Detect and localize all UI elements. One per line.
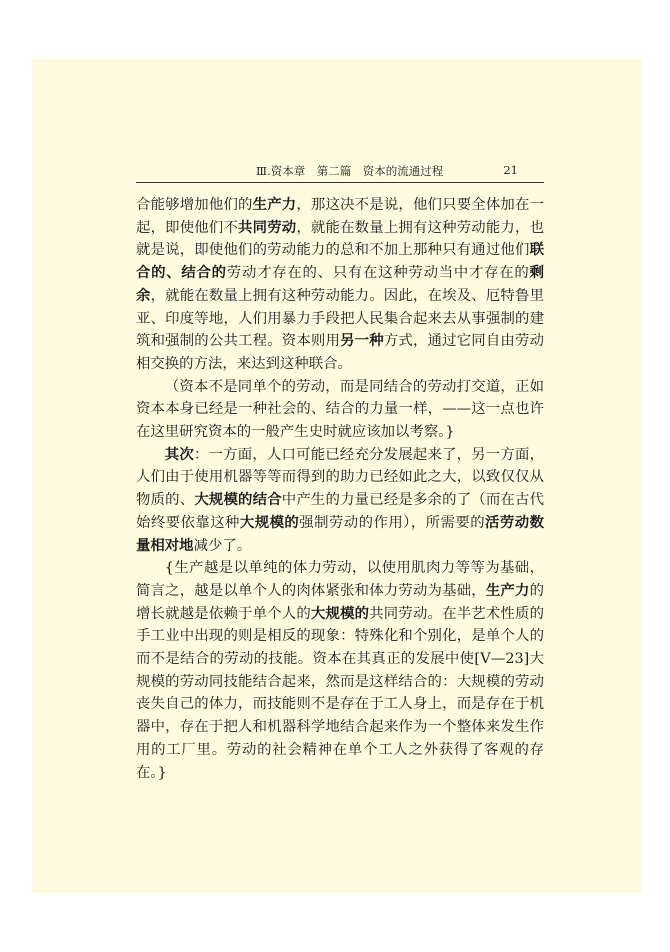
text-run: ，就能在数量上拥有这种劳动能力。因此，在埃及、厄特鲁里亚、印度等地，人们用暴力手段把人民集合起来去从事强制的建筑和强制的公共工程。资本则用	[136, 287, 544, 350]
emphasized-text: 活劳动数量相对地	[136, 513, 544, 554]
text-run: ：一方面，人口可能已经充分发展起来了，另一方面，人们由于使用机器等等而得到的助力已经如此之大，以致仅仅从物质的、	[136, 446, 544, 509]
text-run: ，就能在数量上拥有这种劳动能力，也就是说，即使他们的劳动能力的总和不加上那种只有通过他们	[136, 219, 544, 259]
emphasized-text: 剩余	[136, 264, 544, 304]
emphasized-text: 共同劳动	[238, 218, 297, 236]
text-run: （资本不是同单个的劳动，而是同结合的劳动打交道，正如资本本身已经是一种社会的、结合的力量一样，——这一点也许在这里研究资本的一般产生史时就应该加以考察。}	[136, 378, 544, 441]
text-run: ，那这决不是说，他们只要全体加在一起，即使他们不	[136, 197, 544, 236]
running-title: Ⅲ.资本章 第二篇 资本的流通过程	[256, 164, 444, 178]
text-run: 方式，通过它同自由劳动相交换的方法，来达到这种联合。	[136, 333, 544, 372]
paragraph	[136, 194, 544, 376]
paragraph	[136, 376, 544, 444]
emphasized-text: 联合的、结合的	[136, 241, 544, 282]
emphasized-text: 另一种	[340, 332, 384, 350]
paragraph	[136, 557, 544, 784]
emphasized-text: 生产力	[252, 196, 297, 213]
text-run: 减少了。	[193, 537, 252, 554]
text-run: 合能够增加他们的	[136, 197, 253, 213]
emphasized-text: 其次	[164, 445, 194, 463]
text-run: 强制劳动的作用），所需要的	[299, 514, 486, 531]
text-run: 的增长就越是依赖于单个人的	[136, 582, 544, 622]
page-number: 21	[503, 163, 518, 177]
text-run: 劳动才存在的、只有在这种劳动当中才存在的	[226, 265, 530, 282]
paragraph	[136, 444, 544, 558]
emphasized-text: 大规模的	[310, 604, 370, 622]
text-run: {生产越是以单纯的体力劳动，以使用肌肉力等等为基础，简言之，越是以单个人的肉体紧张和体力劳动为基础，	[136, 560, 544, 599]
emphasized-text: 大规模的结合	[194, 491, 282, 509]
text-run: 中产生的力量已经是多余的了（而在古代始终要依靠这种	[136, 492, 544, 531]
emphasized-text: 生产力	[485, 581, 530, 599]
running-header	[136, 160, 544, 183]
text-run: 共同劳动。在半艺术性质的手工业中出现的则是相反的现象：特殊化和个别化，是单个人的而不是结合的劳动的技能。资本在其真正的发展中使[Ⅴ—23]大规模的劳动同技能结合起来，然而是这样结合的：大规模的劳动丧失自己的体力，而技能则不是存在于工人身上，而是存在于机器中，存在于把人和机器科学地结合起来作为一个整体来发生作用的工厂里。劳动的社会精神在单个工人之外获得了客观的存在。}	[136, 605, 544, 781]
body-text	[136, 194, 544, 784]
emphasized-text: 大规模的	[239, 513, 300, 531]
